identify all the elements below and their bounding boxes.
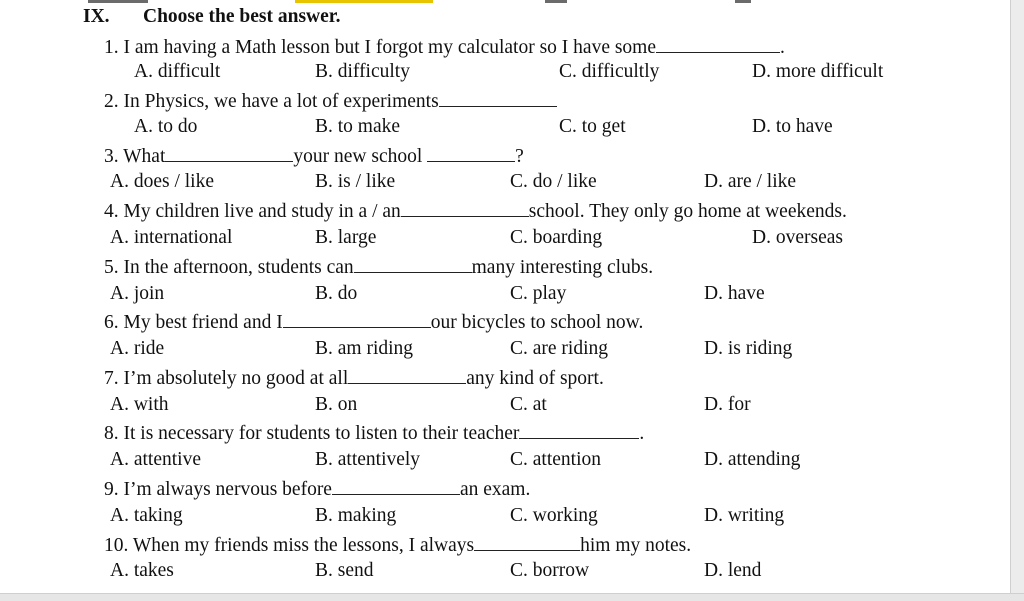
question-8: [104, 421, 644, 446]
option-b: B. send: [315, 560, 374, 581]
question-number: 10.: [104, 535, 129, 556]
question-number: 5.: [104, 257, 119, 278]
option-c: C. working: [510, 505, 598, 526]
question-number: 2.: [104, 91, 119, 112]
option-d: D. attending: [704, 449, 801, 470]
question-number: 7.: [104, 368, 119, 389]
question-text: In the afternoon, students can: [123, 257, 354, 278]
question-text: It is necessary for students to listen to their teacher: [123, 423, 520, 444]
answer-blank: [656, 35, 780, 53]
option-d: D. lend: [704, 560, 762, 581]
question-number: 1.: [104, 37, 119, 58]
option-a: A. ride: [110, 338, 165, 359]
option-b: B. large: [315, 227, 377, 248]
question-text: I’m absolutely no good at all: [123, 368, 349, 389]
option-c: C. attention: [510, 449, 601, 470]
option-c: C. at: [510, 394, 547, 415]
option-a: A. taking: [110, 505, 183, 526]
bottom-border: [0, 593, 1024, 601]
question-text-end: .: [639, 423, 645, 444]
answer-blank: [165, 144, 293, 162]
option-b: B. is / like: [315, 171, 396, 192]
question-10: [104, 533, 691, 558]
question-text: My best friend and I: [123, 312, 283, 333]
answer-blank: [439, 89, 557, 107]
option-d: D. are / like: [704, 171, 797, 192]
question-5: [104, 255, 653, 280]
option-d: D. is riding: [704, 338, 793, 359]
question-number: 9.: [104, 479, 119, 500]
option-b: B. attentively: [315, 449, 421, 470]
section-number: IX.: [83, 6, 110, 27]
section-title: Choose the best answer.: [143, 6, 341, 27]
question-2: [104, 89, 557, 114]
question-number: 3.: [104, 146, 119, 167]
option-c: C. boarding: [510, 227, 603, 248]
option-a: A. attentive: [110, 449, 201, 470]
option-b: B. making: [315, 505, 397, 526]
answer-blank: [332, 477, 460, 495]
question-9: [104, 477, 530, 502]
question-6: [104, 310, 643, 335]
vertical-scrollbar[interactable]: [1010, 0, 1024, 601]
option-d: D. overseas: [752, 227, 843, 248]
option-c: C. do / like: [510, 171, 597, 192]
question-3: [104, 144, 524, 169]
option-a: A. to do: [134, 116, 198, 137]
option-a: A. with: [110, 394, 169, 415]
option-c: C. to get: [559, 116, 626, 137]
question-text-end: .: [780, 37, 785, 58]
question-1: [104, 35, 785, 60]
option-d: D. to have: [752, 116, 833, 137]
option-a: A. international: [110, 227, 233, 248]
option-c: C. play: [510, 283, 567, 304]
option-c: C. borrow: [510, 560, 590, 581]
option-d: D. writing: [704, 505, 785, 526]
question-number: 6.: [104, 312, 119, 333]
answer-blank: [474, 533, 580, 551]
option-c: C. difficultly: [559, 61, 660, 82]
question-text-end: him my notes.: [580, 535, 692, 556]
question-text: I’m always nervous before: [123, 479, 332, 500]
option-d: D. more difficult: [752, 61, 884, 82]
option-b: B. to make: [315, 116, 401, 137]
top-edge-mark-highlight: [295, 0, 433, 3]
option-b: B. am riding: [315, 338, 414, 359]
option-b: B. do: [315, 283, 358, 304]
answer-blank: [283, 310, 431, 328]
option-b: B. on: [315, 394, 358, 415]
top-edge-mark: [735, 0, 751, 3]
option-a: A. takes: [110, 560, 174, 581]
question-text-end: school. They only go home at weekends.: [528, 201, 847, 222]
question-text-end: many interesting clubs.: [471, 257, 654, 278]
question-text: What: [123, 146, 166, 167]
option-b: B. difficulty: [315, 61, 410, 82]
answer-blank: [348, 366, 466, 384]
answer-blank: [427, 144, 515, 162]
answer-blank: [401, 199, 529, 217]
question-7: [104, 366, 604, 391]
top-edge-mark: [88, 0, 148, 3]
question-text: When my friends miss the lessons, I always: [132, 535, 475, 556]
question-text: I am having a Math lesson but I forgot my calculator so I have some: [123, 37, 657, 58]
question-number: 8.: [104, 423, 119, 444]
option-d: D. for: [704, 394, 751, 415]
option-a: A. does / like: [110, 171, 214, 192]
top-edge-mark: [545, 0, 567, 3]
question-text-end: any kind of sport.: [466, 368, 604, 389]
option-a: A. join: [110, 283, 165, 304]
answer-blank: [354, 255, 472, 273]
answer-blank: [519, 421, 639, 439]
option-a: A. difficult: [134, 61, 221, 82]
question-text-end: ?: [515, 146, 524, 167]
option-d: D. have: [704, 283, 765, 304]
question-text-end: our bicycles to school now.: [430, 312, 644, 333]
question-text: My children live and study in a / an: [123, 201, 401, 222]
question-text-end: an exam.: [459, 479, 531, 500]
question-4: [104, 199, 847, 224]
question-number: 4.: [104, 201, 119, 222]
option-c: C. are riding: [510, 338, 609, 359]
question-text: In Physics, we have a lot of experiments: [123, 91, 439, 112]
question-text-middle: your new school: [293, 146, 423, 167]
